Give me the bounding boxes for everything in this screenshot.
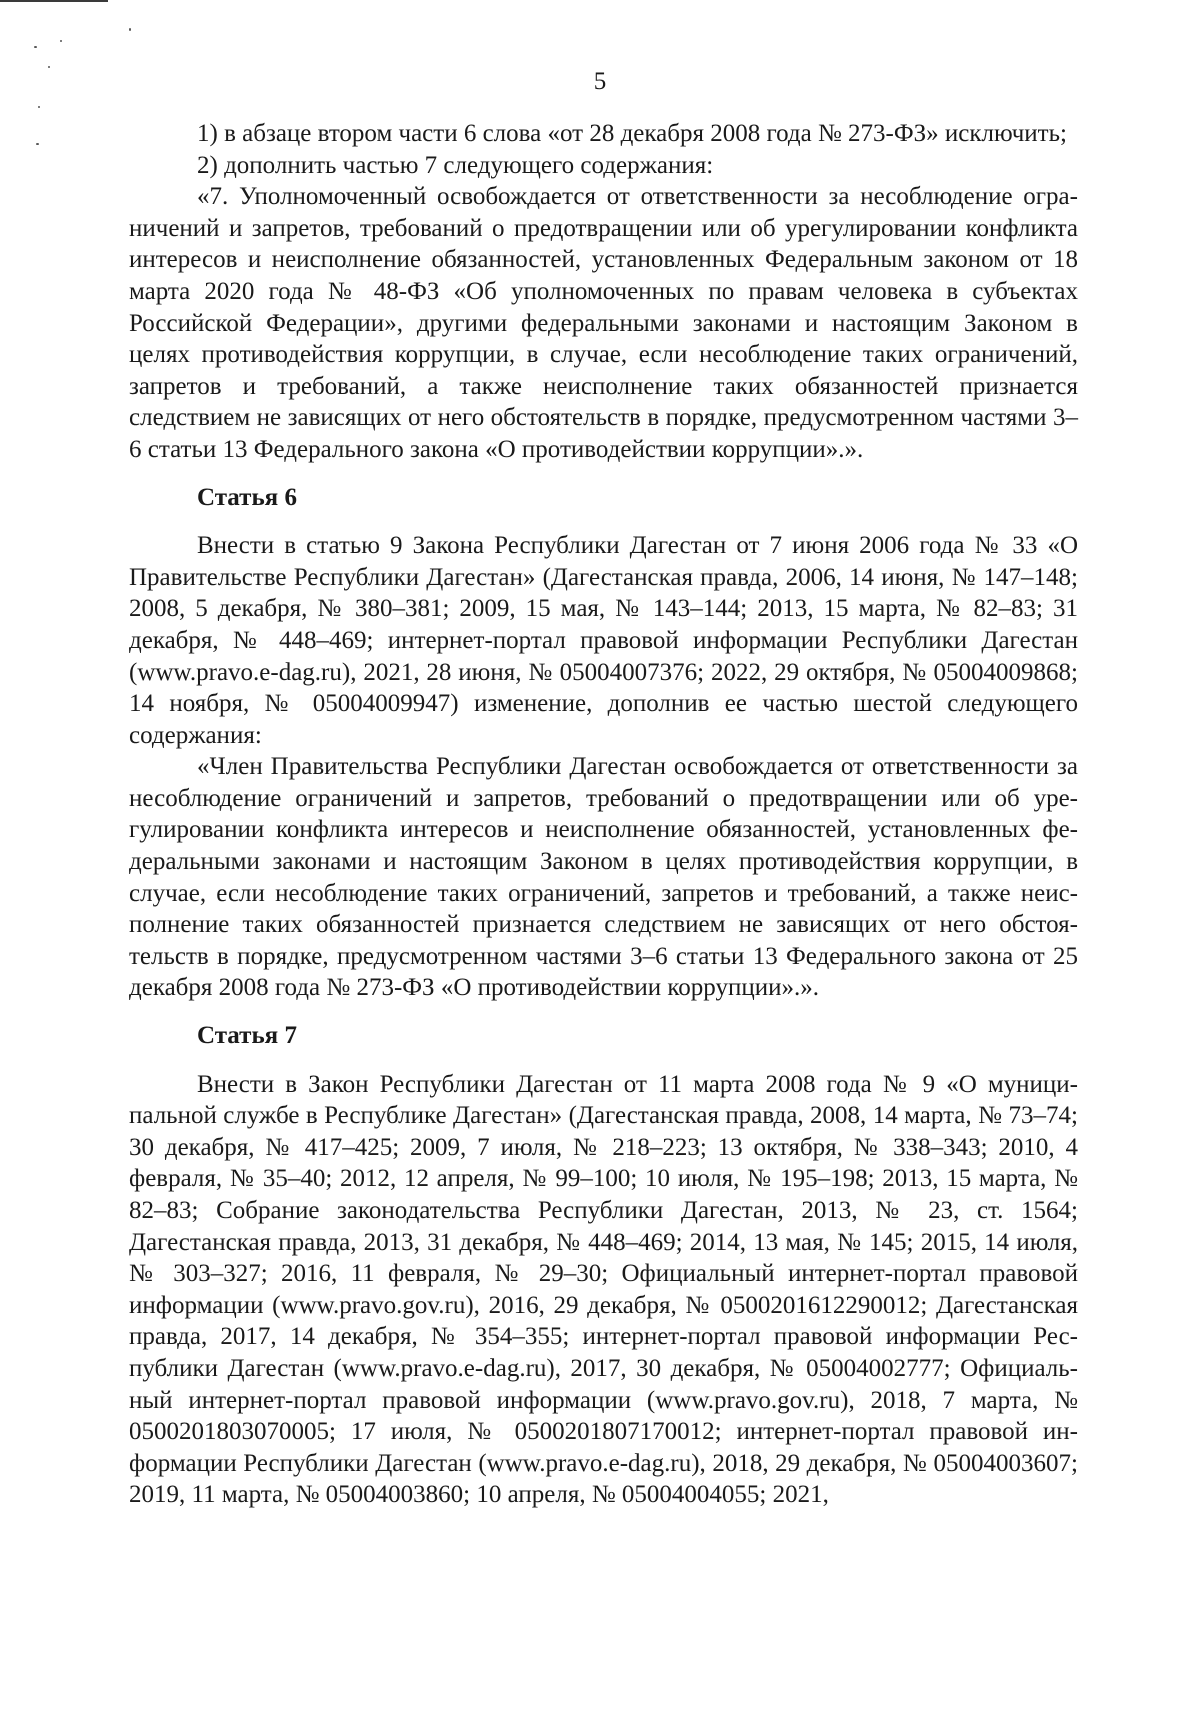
page-number: 5 xyxy=(593,68,607,95)
paragraph-item-2: 2) дополнить частью 7 следующего содержания: xyxy=(197,151,714,179)
scan-speck xyxy=(38,106,40,108)
scan-speck xyxy=(36,143,39,145)
amendment-quote-part-7: «7. Уполномоченный освобождается от ответственности за несоблюдение ограничений и запретов, требований о предотвращении или об урегулировании конфликта интересов и неисполнение обязанностей, установленных Федеральным законом от 18 марта 2020 года № 48-ФЗ «Об уполномоченных по правам человека в субъектах Российской Федерации», другими федеральными законами и настоящим Законом в целях противодействия коррупции, в случае, если несоблюдение таких ограничений, запретов и требований, а также неисполнение таких обязанностей признается следствием не зависящих от него обстоятельств в порядке, предусмотренном частями 3–6 статьи 13 Федерального закона «О противодействии коррупции».». xyxy=(129,183,1078,463)
scan-speck xyxy=(34,46,37,48)
scan-speck xyxy=(129,28,131,31)
article-6-paragraph-1: Внести в статью 9 Закона Республики Дагестан от 7 июня 2006 года № 33 «О Правительстве Республики Дагестан» (Дагестанская правда, 2006, 14 июня, № 147–148; 2008, 5 декабря, № 380–381; 2009, 15 мая, № 143–144; 2013, 15 марта, № 82–83; 31 декабря, № 448–469; интернет-портал правовой информации Республики Дагестан (www.pravo.e-dag.ru), 2021, 28 июня, № 05004007376; 2022, 29 октября, № 05004009868; 14 ноября, № 05004009947) изменение, дополнив ее частью шестой следующего содержания: xyxy=(129,532,1078,749)
article-6-heading: Статья 6 xyxy=(197,483,297,511)
scan-speck xyxy=(60,40,62,42)
document-body xyxy=(129,118,1078,1511)
article-7-heading: Статья 7 xyxy=(197,1022,297,1050)
article-6-quote: «Член Правительства Республики Дагестан освобождается от ответственности за несоблюдение ограничений и запретов, требований о предотвращении или об урегулировании конфликта интересов и неисполнение обязанностей, установленных федеральными законами и настоящим Законом в целях противодействия коррупции, в случае, если несоблюдение таких ограничений, запретов и требований, а также неисполнение таких обязанностей признается следствием не зависящих от него обстоятельств в порядке, предусмотренном частями 3–6 статьи 13 Федерального закона от 25 декабря 2008 года № 273-ФЗ «О противодействии коррупции».». xyxy=(129,753,1078,1002)
article-7-paragraph-1: Внести в Закон Республики Дагестан от 11 марта 2008 года № 9 «О муниципальной службе в Республике Дагестан» (Дагестанская правда, 2008, 14 марта, № 73–74; 30 декабря, № 417–425; 2009, 7 июля, № 218–223; 13 октября, № 338–343; 2010, 4 февраля, № 35–40; 2012, 12 апреля, № 99–100; 10 июля, № 195–198; 2013, 15 марта, № 82–83; Собрание законодательства Республики Дагестан, 2013, № 23, ст. 1564; Дагестанская правда, 2013, 31 декабря, № 448–469; 2014, 13 мая, № 145; 2015, 14 июля, № 303–327; 2016, 11 февраля, № 29–30; Официальный интернет-портал правовой информации (www.pravo.gov.ru), 2016, 29 декабря, № 0500201612290012; Дагестанская правда, 2017, 14 декабря, № 354–355; интернет-портал правовой информации Республики Дагестан (www.pravo.e-dag.ru), 2017, 30 декабря, № 05004002777; Официальный интернет-портал правовой информации (www.pravo.gov.ru), 2018, 7 марта, № 0500201803070005; 17 июля, № 0500201807170012; интернет-портал правовой информации Республики Дагестан (www.pravo.e-dag.ru), 2018, 29 декабря, № 05004003607; 2019, 11 марта, № 05004003860; 10 апреля, № 05004004055; 2021, xyxy=(129,1070,1078,1509)
scan-artifact-line xyxy=(0,0,108,2)
paragraph-item-1: 1) в абзаце втором части 6 слова «от 28 декабря 2008 года № 273-ФЗ» исключить; xyxy=(197,120,1067,147)
